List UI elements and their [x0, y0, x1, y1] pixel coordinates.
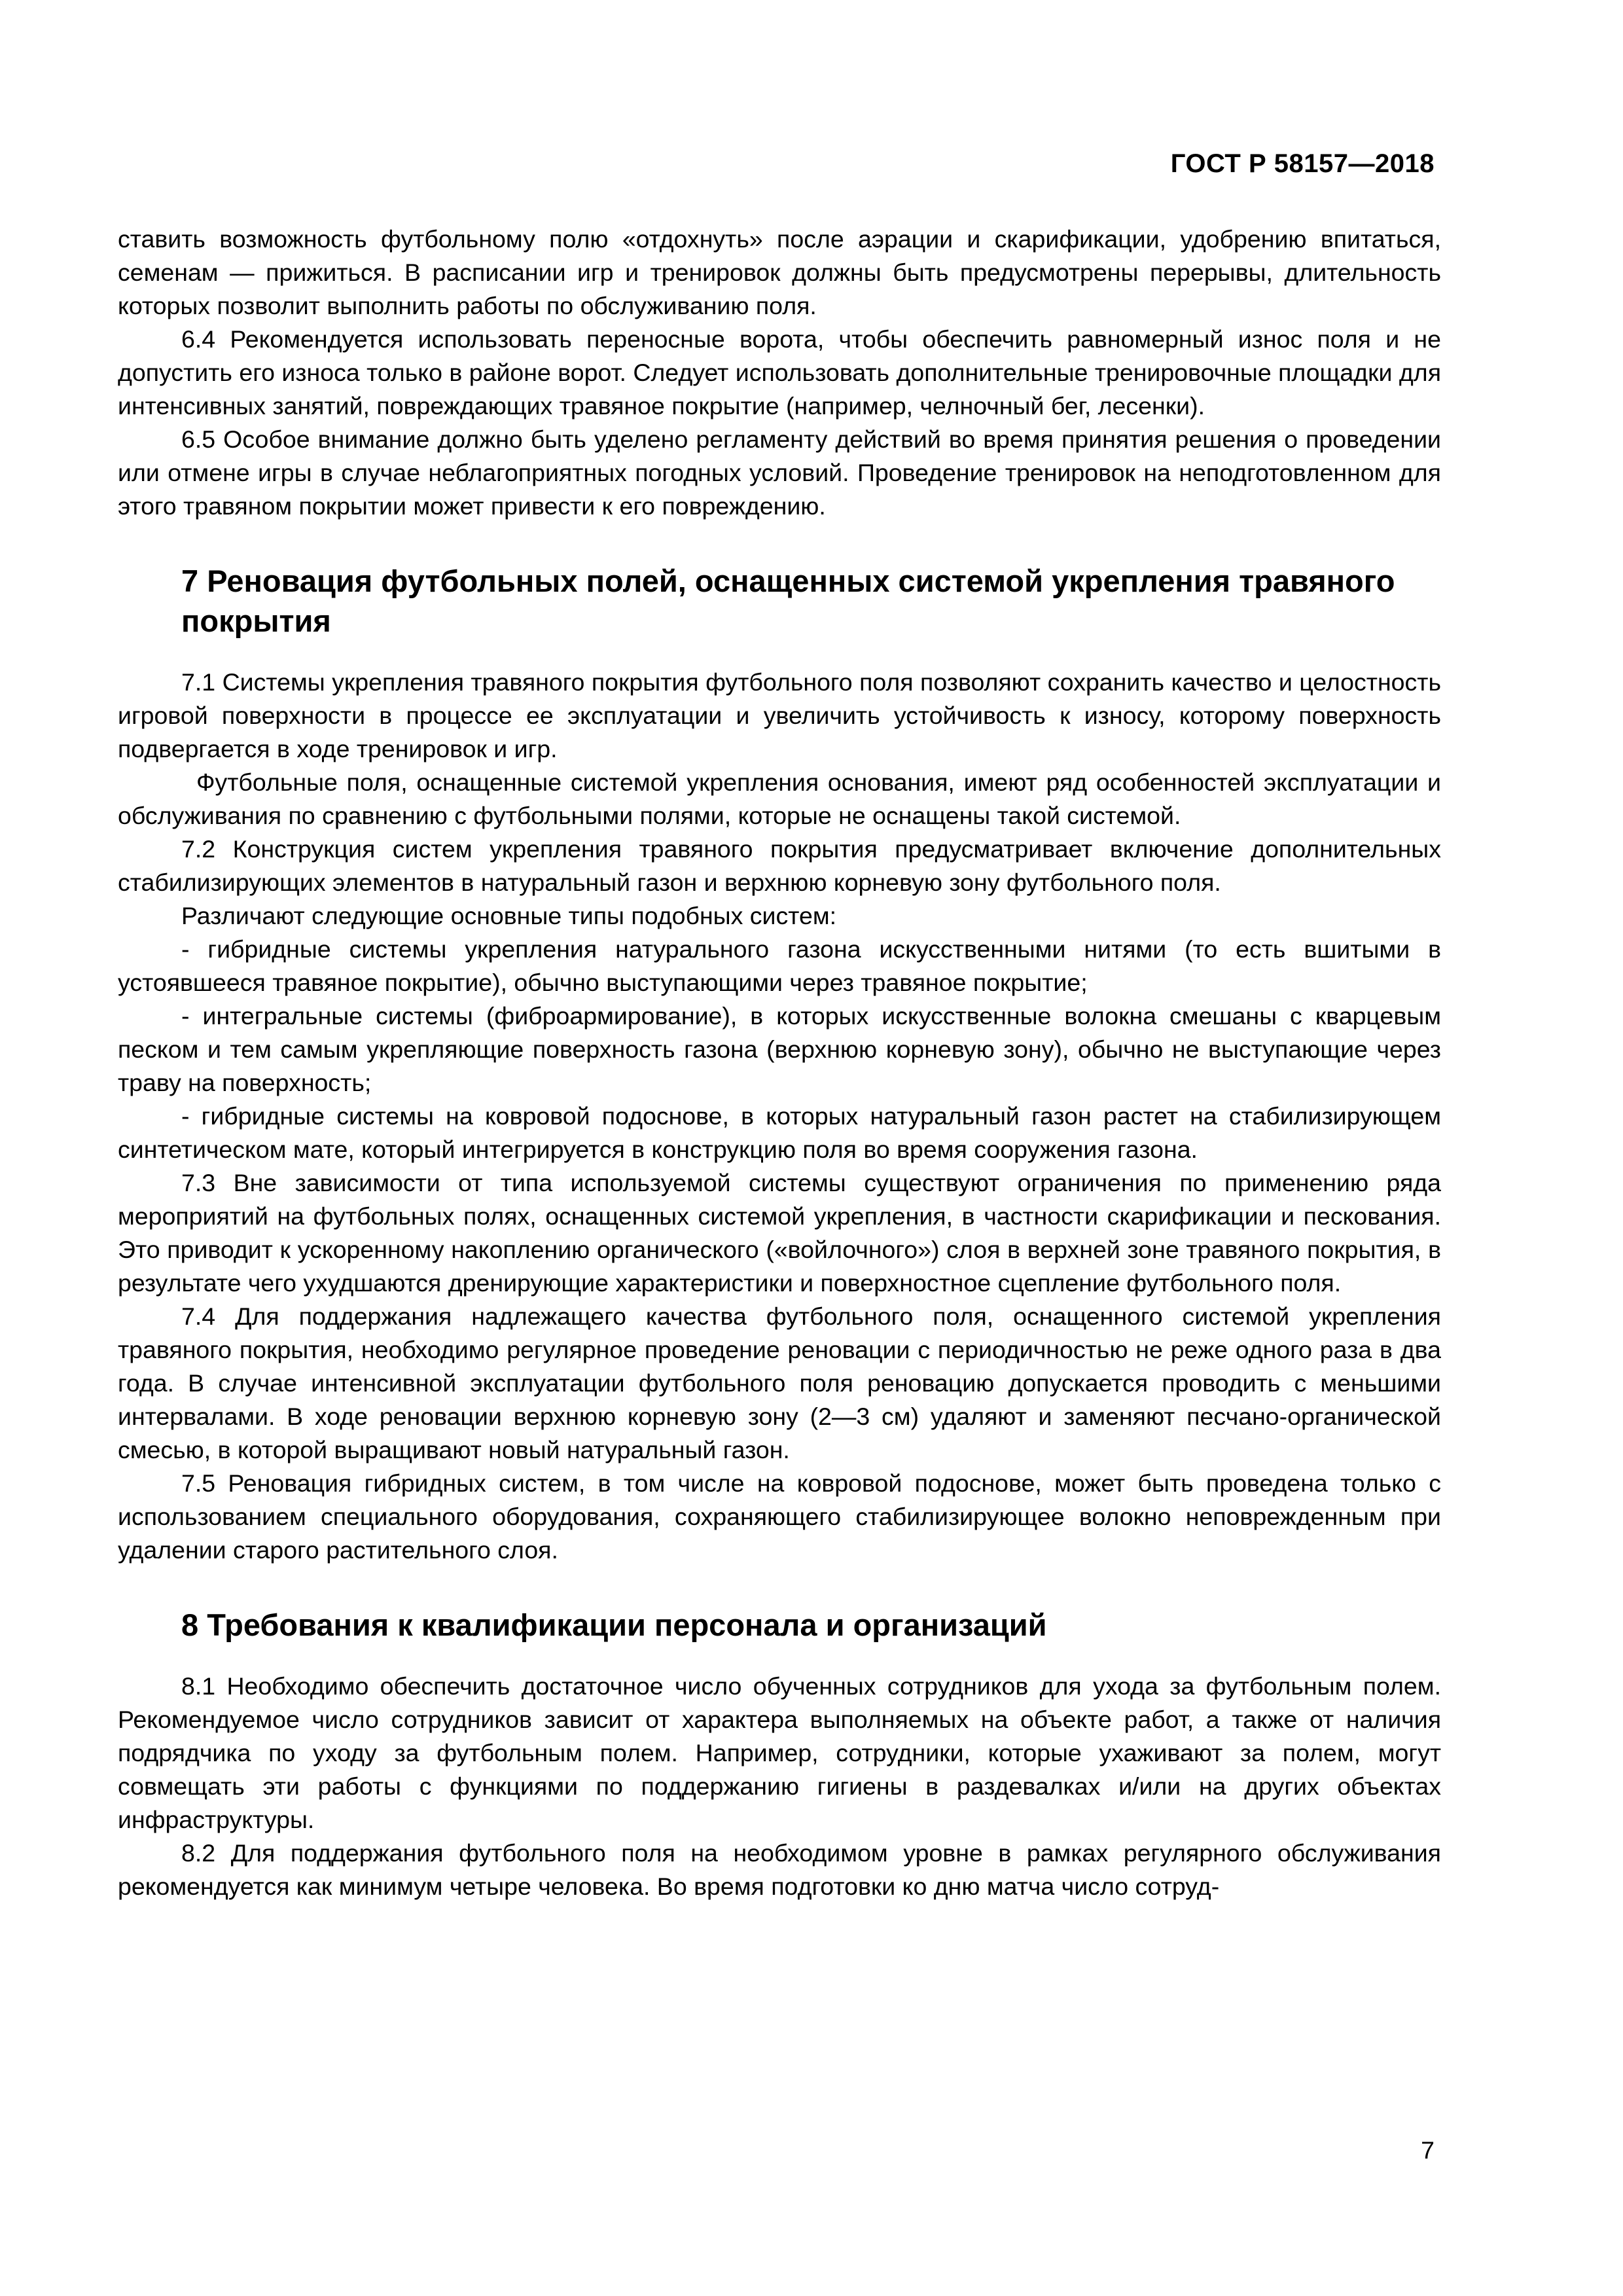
document-body: [118, 223, 1441, 1903]
list-item-carpet-systems: - гибридные системы на ковровой подоснове, в которых натуральный газон растет на стабилизирующем синтетическом мате, который интегрируется в конструкцию поля во время сооружения газона.: [118, 1102, 1441, 1163]
paragraph-7-5: 7.5 Реновация гибридных систем, в том числе на ковровой подоснове, может быть проведена только с использованием специального оборудования, сохраняющего стабилизирующее волокно неповрежденным при удалении старого растительного слоя.: [118, 1469, 1441, 1564]
list-item-hybrid-systems: - гибридные системы укрепления натурального газона искусственными нитями (то есть вшитыми в устоявшееся травяное покрытие), обычно выступающими через травяное покрытие;: [118, 935, 1441, 996]
paragraph-7-1: 7.1 Системы укрепления травяного покрытия футбольного поля позволяют сохранить качество и целостность игровой поверхности в процессе ее эксплуатации и увеличить устойчивость к износу, которому поверхность подвергается в ходе тренировок и игр.: [118, 668, 1441, 762]
paragraph-6-5: 6.5 Особое внимание должно быть уделено регламенту действий во время принятия решения о проведении или отмене игры в случае неблагоприятных погодных условий. Проведение тренировок на неподготовленном для этого травяном покрытии может привести к его повреждению.: [118, 425, 1441, 520]
paragraph-8-2: 8.2 Для поддержания футбольного поля на необходимом уровне в рамках регулярного обслуживания рекомендуется как минимум четыре человека. Во время подготовки ко дню матча число сотруд-: [118, 1839, 1441, 1900]
page-number: 7: [1421, 2136, 1435, 2164]
paragraph-7-1-b: Футбольные поля, оснащенные системой укрепления основания, имеют ряд особенностей эксплуатации и обслуживания по сравнению с футбольными полями, которые не оснащены такой системой.: [118, 768, 1441, 829]
paragraph-7-4: 7.4 Для поддержания надлежащего качества футбольного поля, оснащенного системой укрепления травяного покрытия, необходимо регулярное проведение реновации с периодичностью не реже одного раза в два года. В случае интенсивной эксплуатации футбольного поля реновацию допускается проводить с меньшими интервалами. В ходе реновации верхнюю корневую зону (2—3 см) удаляют и заменяют песчано-органической смесью, в которой выращивают новый натуральный газон.: [118, 1302, 1441, 1463]
standard-code-header: ГОСТ Р 58157—2018: [1170, 149, 1435, 178]
list-item-integral-systems: - интегральные системы (фиброармирование), в которых искусственные волокна смешаны с кварцевым песком и тем самым укрепляющие поверхность газона (верхнюю корневую зону), обычно не выступающие через траву на поверхность;: [118, 1002, 1441, 1096]
paragraph-7-2-intro: Различают следующие основные типы подобных систем:: [181, 902, 837, 929]
paragraph-continued: ставить возможность футбольному полю «отдохнуть» после аэрации и скарификации, удобрению впитаться, семенам — прижиться. В расписании игр и тренировок должны быть предусмотрены перерывы, длительность которых позволит выполнить работы по обслуживанию поля.: [118, 225, 1441, 319]
section-8-heading: 8 Требования к квалификации персонала и организаций: [181, 1607, 1047, 1642]
paragraph-7-2: 7.2 Конструкция систем укрепления травяного покрытия предусматривает включение дополнительных стабилизирующих элементов в натуральный газон и верхнюю корневую зону футбольного поля.: [118, 835, 1441, 896]
paragraph-7-3: 7.3 Вне зависимости от типа используемой системы существуют ограничения по применению ряда мероприятий на футбольных полях, оснащенных системой укрепления, в частности скарификации и пескования. Это приводит к ускоренному накоплению органического («войлочного») слоя в верхней зоне травяного покрытия, в результате чего ухудшаются дренирующие характеристики и поверхностное сцепление футбольного поля.: [118, 1169, 1441, 1297]
section-7-heading: 7 Реновация футбольных полей, оснащенных системой укрепления травяного покрытия: [181, 564, 1395, 638]
paragraph-8-1: 8.1 Необходимо обеспечить достаточное число обученных сотрудников для ухода за футбольным полем. Рекомендуемое число сотрудников зависит от характера выполняемых на объекте работ, а также от наличия подрядчика по уходу за футбольным полем. Например, сотрудники, которые ухаживают за полем, могут совмещать эти работы с функциями по поддержанию гигиены в раздевалках и/или на других объектах инфраструктуры.: [118, 1672, 1441, 1833]
paragraph-6-4: 6.4 Рекомендуется использовать переносные ворота, чтобы обеспечить равномерный износ поля и не допустить его износа только в районе ворот. Следует использовать дополнительные тренировочные площадки для интенсивных занятий, повреждающих травяное покрытие (например, челночный бег, лесенки).: [118, 325, 1441, 420]
